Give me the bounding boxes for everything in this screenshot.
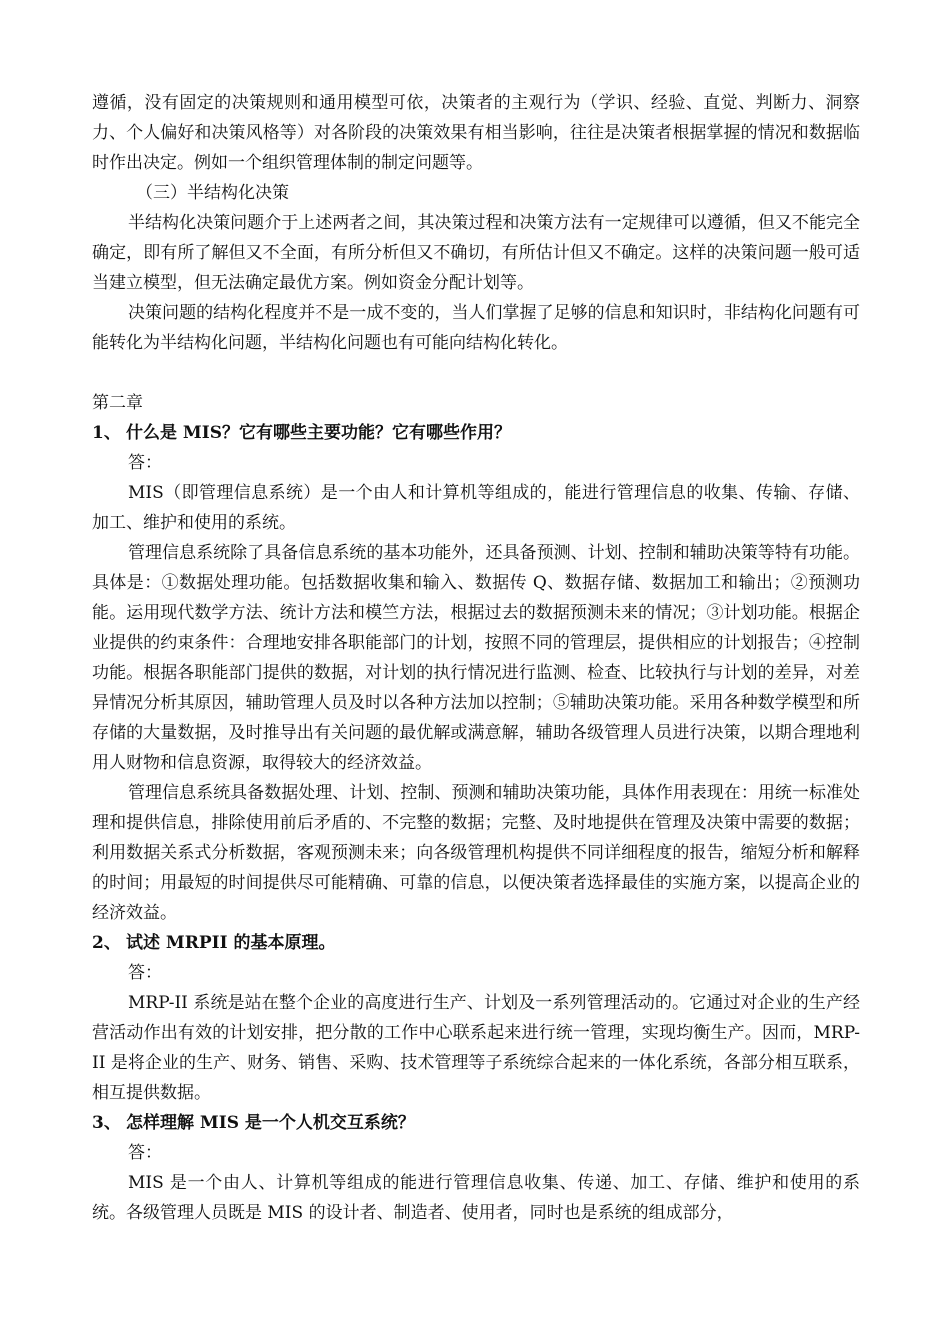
blank-line: [92, 358, 860, 388]
answer-paragraph: 管理信息系统具备数据处理、计划、控制、预测和辅助决策功能，具体作用表现在：用统一标准处理和提供信息，排除使用前后矛盾的、不完整的数据；完整、及时地提供在管理及决策中需要的数据；利用数据关系式分析数据，客观预测未来；向各级管理机构提供不同详细程度的报告，缩短分析和解释的时间；用最短的时间提供尽可能精确、可靠的信息，以便决策者选择最佳的实施方案，以提高企业的经济效益。: [92, 783, 860, 923]
paragraph-semi-2: 决策问题的结构化程度并不是一成不变的，当人们掌握了足够的信息和知识时，非结构化问题有可能转化为半结构化问题，半结构化问题也有可能向结构化转化。: [92, 303, 860, 353]
question-number: 3、: [92, 1113, 121, 1133]
question-text: 怎样理解 MIS 是一个人机交互系统？: [126, 1113, 415, 1133]
answer-paragraph: MRP-II 系统是站在整个企业的高度进行生产、计划及一系列管理活动的。它通过对企业的生产经营活动作出有效的计划安排，把分散的工作中心联系起来进行统一管理，实现均衡生产。因而，MRP-II 是将企业的生产、财务、销售、采购、技术管理等子系统综合起来的一体化系统，各部分相互联系，相互提供数据。: [92, 993, 860, 1103]
question-2-heading: [92, 928, 860, 958]
answer-label: 答：: [128, 453, 162, 473]
answer-paragraph: 管理信息系统除了具备信息系统的基本功能外，还具备预测、计划、控制和辅助决策等特有功能。具体是：①数据处理功能。包括数据收集和输入、数据传 Q、数据存储、数据加工和输出；②预测功能。运用现代数学方法、统计方法和模竺方法，根据过去的数据预测未来的情况；③计划功能。根据企业提供的约束条件：合理地安排各职能部门的计划，按照不同的管理层，提供相应的计划报告；④控制功能。根据各职能部门提供的数据，对计划的执行情况进行监测、检查、比较执行与计划的差异，对差异情况分析其原因，辅助管理人员及时以各种方法加以控制；⑤辅助决策功能。采用各种数学模型和所存储的大量数据，及时推导出有关问题的最优解或满意解，辅助各级管理人员进行决策，以期合理地利用人财物和信息资源，取得较大的经济效益。: [92, 543, 860, 773]
paragraph-semi-1: 半结构化决策问题介于上述两者之间，其决策过程和决策方法有一定规律可以遵循，但又不能完全确定，即有所了解但又不全面，有所分析但又不确切，有所估计但又不确定。这样的决策问题一般可适当建立模型，但无法确定最优方案。例如资金分配计划等。: [92, 213, 860, 293]
answer-paragraph: MIS（即管理信息系统）是一个由人和计算机等组成的，能进行管理信息的收集、传输、存储、加工、维护和使用的系统。: [92, 483, 860, 533]
question-1-heading: [92, 418, 860, 448]
question-number: 2、: [92, 933, 121, 953]
paragraph-top: 遵循，没有固定的决策规则和通用模型可依，决策者的主观行为（学识、经验、直觉、判断力、洞察力、个人偏好和决策风格等）对各阶段的决策效果有相当影响，往往是决策者根据掌握的情况和数据临时作出决定。例如一个组织管理体制的制定问题等。: [92, 93, 860, 173]
chapter-heading: 第二章: [92, 393, 143, 413]
question-text: 什么是 MIS？它有哪些主要功能？它有哪些作用？: [126, 423, 511, 443]
question-text: 试述 MRPII 的基本原理。: [126, 933, 336, 953]
question-3-heading: [92, 1108, 860, 1138]
answer-paragraph: MIS 是一个由人、计算机等组成的能进行管理信息收集、传递、加工、存储、维护和使用的系统。各级管理人员既是 MIS 的设计者、制造者、使用者，同时也是系统的组成部分，: [92, 1173, 860, 1223]
question-number: 1、: [92, 423, 121, 443]
answer-label: 答：: [128, 1143, 162, 1163]
answer-label: 答：: [128, 963, 162, 983]
subheading-semi-structured: （三）半结构化决策: [136, 183, 289, 203]
